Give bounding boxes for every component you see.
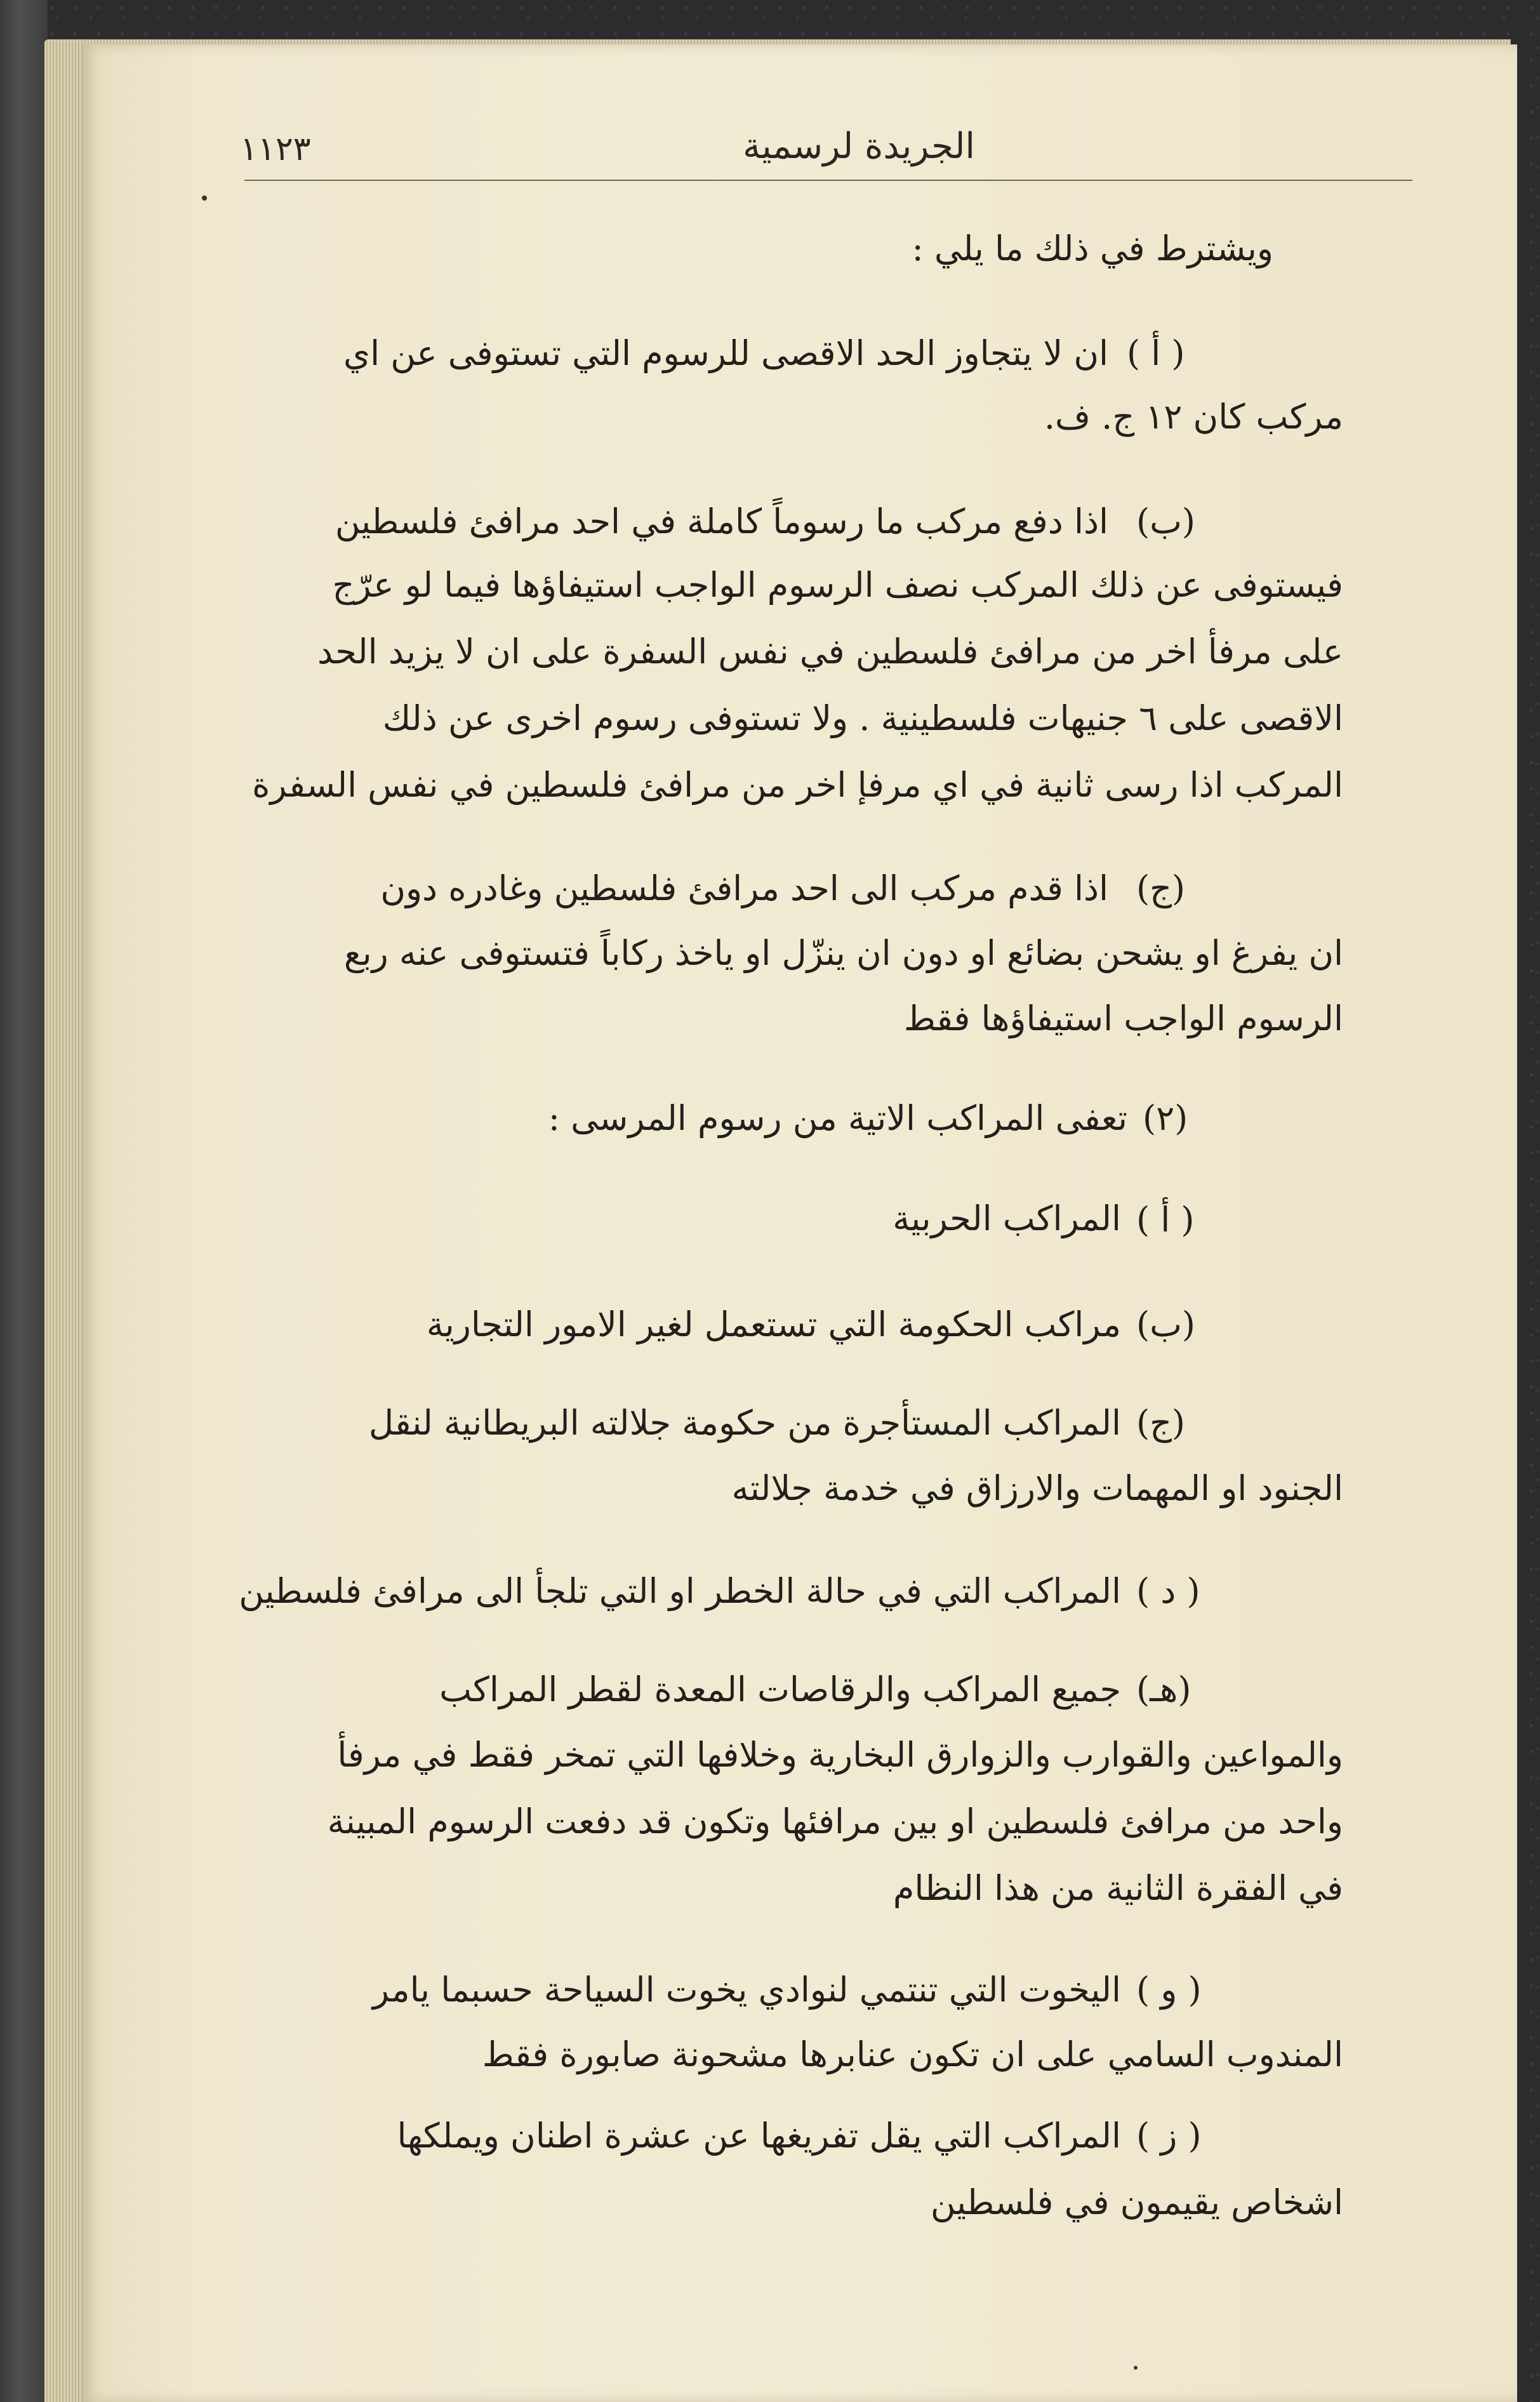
exemption-d: المراكب التي في حالة الخطر او التي تلجأ الى مرافئ فلسطين bbox=[239, 1571, 1121, 1611]
paragraph-a-line-1: ان لا يتجاوز الحد الاقصى للرسوم التي تستوفى عن اي bbox=[343, 333, 1108, 373]
header-rule bbox=[244, 180, 1412, 181]
exemption-b: مراكب الحكومة التي تستعمل لغير الامور التجارية bbox=[426, 1304, 1121, 1344]
item-marker-b: (ب) bbox=[1136, 501, 1195, 541]
paragraph-b-line-2: فيستوفى عن ذلك المركب نصف الرسوم الواجب استيفاؤها فيما لو عرّج bbox=[332, 565, 1343, 605]
paragraph-c-line-1: اذا قدم مركب الى احد مرافئ فلسطين وغادره دون bbox=[380, 868, 1108, 908]
exemption-w-line-2: المندوب السامي على ان تكون عنابرها مشحونة صابورة فقط bbox=[482, 2034, 1343, 2074]
exemption-marker-h: (هـ) bbox=[1136, 1669, 1192, 1709]
exemption-h-line-3: واحد من مرافئ فلسطين او بين مرافئها وتكون قد دفعت الرسوم المبينة bbox=[327, 1802, 1343, 1841]
exemption-marker-b: (ب) bbox=[1136, 1304, 1195, 1344]
item-marker-a: ( أ ) bbox=[1127, 333, 1185, 373]
paragraph-c-line-2: ان يفرغ او يشحن بضائع او دون ان ينزّل او ياخذ ركاباً فتستوفى عنه ربع bbox=[343, 933, 1343, 973]
exemption-c-line-1: المراكب المستأجرة من حكومة جلالته البريطانية لنقل bbox=[368, 1403, 1121, 1443]
exemption-w-line-1: اليخوت التي تنتمي لنوادي يخوت السياحة حسبما يامر bbox=[372, 1970, 1121, 2010]
paragraph-b-line-1: اذا دفع مركب ما رسوماً كاملة في احد مرافئ فلسطين bbox=[335, 501, 1108, 541]
book-spine bbox=[0, 0, 48, 2402]
ink-speck bbox=[202, 196, 207, 201]
paragraph-b-line-3: على مرفأ اخر من مرافئ فلسطين في نفس السفرة على ان لا يزيد الحد bbox=[317, 632, 1343, 672]
exemption-z-line-2: اشخاص يقيمون في فلسطين bbox=[930, 2182, 1343, 2222]
exemption-c-line-2: الجنود او المهمات والارزاق في خدمة جلالته bbox=[731, 1468, 1343, 1508]
exemption-h-line-4: في الفقرة الثانية من هذا النظام bbox=[893, 1868, 1343, 1908]
section-2-marker: (٢) bbox=[1143, 1098, 1188, 1138]
page-number: ١١٢٣ bbox=[240, 130, 311, 168]
exemption-marker-w: ( و ) bbox=[1136, 1970, 1202, 2010]
item-marker-c: (ج) bbox=[1136, 868, 1185, 908]
paragraph-b-line-4: الاقصى على ٦ جنيهات فلسطينية . ولا تستوفى رسوم اخرى عن ذلك bbox=[382, 698, 1343, 738]
paragraph-a-line-2: مركب كان ١٢ ج. ف. bbox=[1044, 397, 1343, 437]
ink-speck bbox=[1134, 2366, 1138, 2370]
exemption-marker-z: ( ز ) bbox=[1136, 2116, 1202, 2156]
exemption-a: المراكب الحربية bbox=[893, 1198, 1121, 1238]
running-title: الجريدة لرسمية bbox=[743, 126, 975, 167]
exemption-marker-c: (ج) bbox=[1136, 1403, 1185, 1443]
exemption-marker-d: ( د ) bbox=[1136, 1571, 1200, 1611]
exemption-z-line-1: المراكب التي يقل تفريغها عن عشرة اطنان ويملكها bbox=[397, 2116, 1121, 2156]
exemption-h-line-2: والمواعين والقوارب والزوارق البخارية وخلافها التي تمخر فقط في مرفأ bbox=[337, 1735, 1343, 1775]
paragraph-c-line-3: الرسوم الواجب استيفاؤها فقط bbox=[903, 999, 1343, 1038]
section-2-heading: تعفى المراكب الاتية من رسوم المرسى : bbox=[548, 1098, 1127, 1138]
exemption-marker-a: ( أ ) bbox=[1136, 1200, 1195, 1240]
exemption-h-line-1: جميع المراكب والرقاصات المعدة لقطر المراكب bbox=[439, 1669, 1121, 1709]
conditions-intro: ويشترط في ذلك ما يلي : bbox=[912, 229, 1273, 269]
paragraph-b-line-5: المركب اذا رسى ثانية في اي مرفإ اخر من مرافئ فلسطين في نفس السفرة bbox=[252, 765, 1343, 805]
